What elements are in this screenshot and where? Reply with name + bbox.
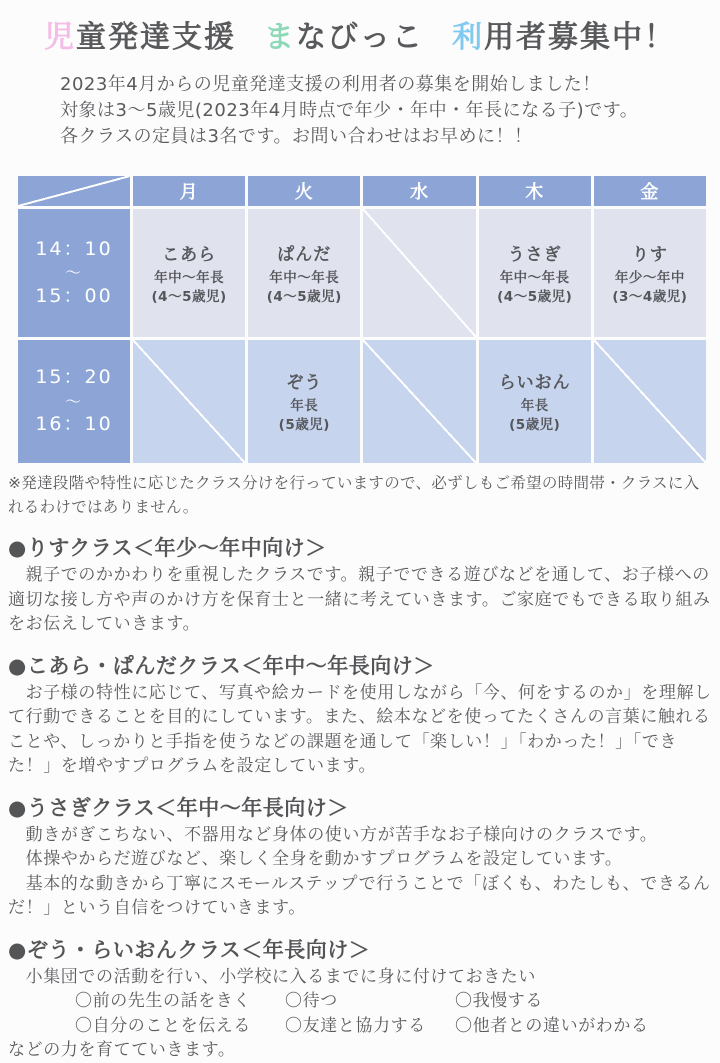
time-slot-2-end: 16：10 [35,413,113,436]
section-zou-raion-class [8,936,712,1063]
section-risu-class [8,534,712,637]
day-header-mon: 月 [133,176,245,206]
day-header-wed: 水 [363,176,475,206]
section-risu-heading: ●りすクラス＜年少～年中向け＞ [8,536,327,560]
class-cell-zou: ぞう 年長 (5歳児) [248,340,360,463]
empty-cell-row2-mon [133,340,245,463]
section-zou-raion-intro: 小集団での活動を行い、小学校に入るまでに身に付けておきたい [8,966,536,987]
day-header-tue: 火 [248,176,360,206]
time-slot-2 [18,340,130,463]
title-accent-green: ま [264,20,296,55]
goals-row-1 [8,989,712,1014]
section-usagi-line-1: 動きがぎこちない、不器用など身体の使い方が苦手なお子様向けのクラスです。 [8,824,658,845]
section-usagi-line-2: 体操やからだ遊びなど、楽しく全身を動かすプログラムを設定しています。 [8,849,623,869]
intro-line-3: 各クラスの定員は3名です。お問い合わせはお早めに！！ [60,126,533,147]
time-slot-2-separator: ～ [64,391,83,411]
section-usagi-line-3: 基本的な動きから丁寧にスモールステップで行うことで「ぼくも、わたしも、できるんだ！」という自信をつけていきます。 [8,873,711,918]
day-header-thu: 木 [479,176,591,206]
page-title [8,12,712,56]
goal-item: 〇前の先生の話をきく [75,991,251,1011]
goals-row-2 [8,1014,712,1039]
class-cell-raion: らいおん 年長 (5歳児) [479,340,591,463]
intro-line-2: 対象は3～5歳児(2023年4月時点で年少・年中・年長になる子)です。 [60,100,639,121]
section-risu-body: 親子でのかかわりを重視したクラスです。親子でできる遊びなどを通して、お子様への適切な接し方や声のかけ方を保育士と一緒に考えていきます。ご家庭でもできる取り組みをお伝えしていきます。 [8,565,711,634]
schedule-table [18,176,706,463]
empty-cell-row1-wed [363,209,475,337]
goal-item: 〇他者との違いがわかる [455,1015,649,1036]
section-koara-panda-heading: ●こあら・ぱんだクラス＜年中～年長向け＞ [8,653,435,678]
section-usagi-class [8,794,712,921]
goal-item: 〇友達と協力する [285,1015,426,1036]
title-word-2: なびっこ [296,20,424,55]
goal-item: 〇我慢する [455,991,543,1011]
time-slot-2-start: 15：20 [35,366,113,389]
time-slot-1-separator: ～ [64,263,83,283]
time-slot-1-start: 14：10 [35,237,113,260]
time-slot-1-end: 15：00 [35,284,113,307]
class-cell-panda: ぱんだ 年中～年長 (4～5歳児) [248,209,360,337]
class-cell-koara: こあら 年中～年長 (4～5歳児) [133,209,245,337]
section-usagi-heading: ●うさぎクラス＜年中～年長向け＞ [8,795,349,820]
title-word-3: 用者募集中！ [484,20,676,55]
class-assignment-note: ※発達段階や特性に応じたクラス分けを行っていますので、必ずしもご希望の時間帯・クラスに入れるわけではありません。 [8,474,700,516]
section-koara-panda-body: お子様の特性に応じて、写真や絵カードを使用しながら「今、何をするのか」を理解して行動できることを目的にしています。また、絵本などを使ってたくさんの言葉に触れることや、しっかりと手指を使うなどの課題を通して「楽しい！」「わかった！」「できた！」を増やすプログラムを設定しています。 [8,682,712,776]
title-accent-blue: 利 [452,20,484,55]
class-cell-usagi: うさぎ 年中～年長 (4～5歳児) [479,209,591,337]
time-slot-1 [18,209,130,337]
intro-line-1: 2023年4月からの児童発達支援の利用者の募集を開始しました！ [60,74,601,95]
day-header-fri: 金 [594,176,706,206]
goal-item: 〇待つ [285,991,338,1011]
title-word-1: 童発達支援 [76,20,236,55]
class-cell-risu: りす 年少～年中 (3～4歳児) [594,209,706,337]
goal-item: 〇自分のことを伝える [75,1015,251,1036]
intro-text [60,72,712,150]
table-corner-cell [18,176,130,206]
section-koara-panda-class [8,652,712,779]
title-accent-pink: 児 [44,20,76,55]
section-zou-raion-outro: などの力を育てていきます。 [8,1040,236,1060]
section-zou-raion-heading: ●ぞう・らいおんクラス＜年長向け＞ [8,937,371,962]
empty-cell-row2-fri [594,340,706,463]
empty-cell-row2-wed [363,340,475,463]
